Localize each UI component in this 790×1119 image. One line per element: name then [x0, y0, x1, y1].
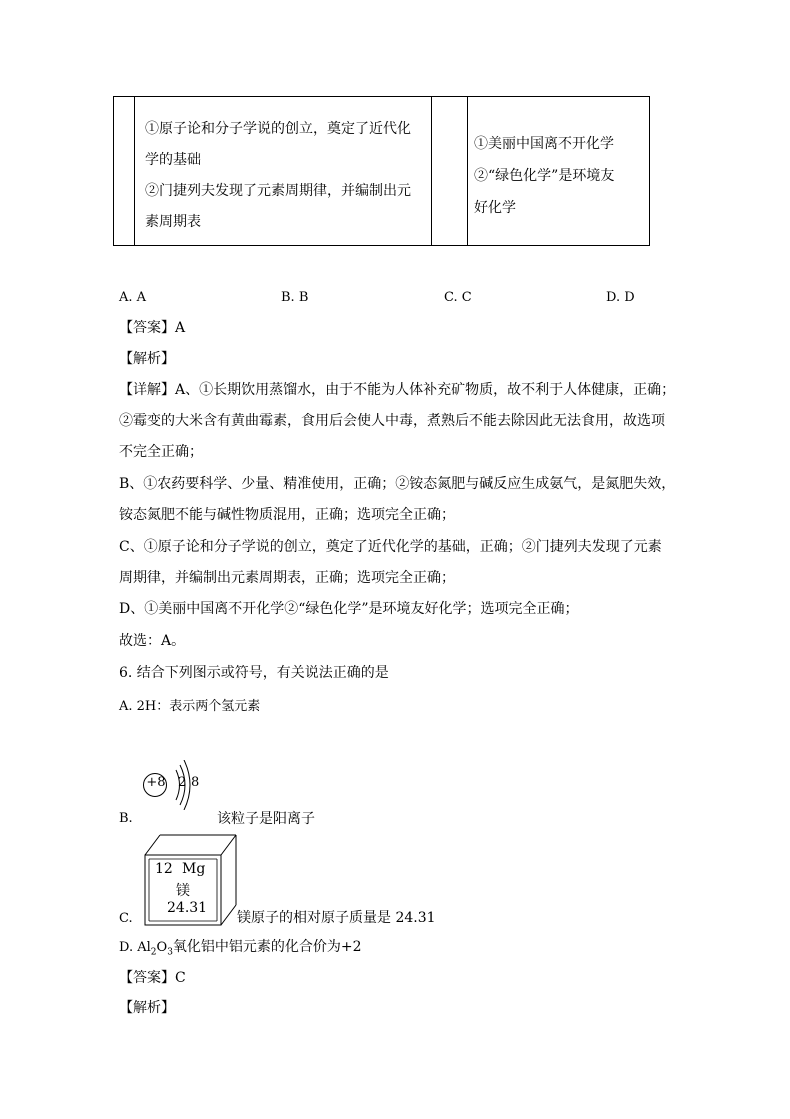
question-6-stem: 6. 结合下列图示或符号，有关说法正确的是 — [119, 665, 389, 681]
formula-mid: O — [156, 940, 168, 955]
cell-line: 学的基础 — [145, 152, 201, 168]
atomic-mass: 24.31 — [167, 900, 208, 916]
question-6-option-b-text: 该粒子是阳离子 — [217, 811, 315, 827]
cell-line: ①美丽中国离不开化学 — [474, 136, 614, 152]
shell-electrons-2: 8 — [191, 775, 200, 790]
option-d: D. D — [606, 290, 635, 305]
shell-electrons-1: 2 — [178, 775, 187, 790]
formula-subscript: 3 — [167, 947, 173, 958]
analysis-label: 【解析】 — [119, 351, 175, 367]
option-b: B. B — [281, 290, 309, 305]
option-d-text: 氧化铝中铝元素的化合价为+2 — [172, 939, 362, 955]
question-6-option-a: A. 2H：表示两个氢元素 — [119, 699, 261, 714]
table-divider — [134, 97, 135, 245]
formula-prefix: D. Al — [119, 940, 151, 955]
cell-line: ①原子论和分子学说的创立，奠定了近代化 — [145, 121, 411, 137]
analysis-label: 【解析】 — [119, 1000, 175, 1016]
nucleus-charge: +8 — [146, 775, 166, 790]
explain-line: 铵态氮肥不能与碱性物质混用，正确；选项完全正确； — [119, 507, 455, 523]
explain-line: C、①原子论和分子学说的创立，奠定了近代化学的基础，正确；②门捷列夫发现了元素 — [119, 539, 662, 555]
explain-line: D、①美丽中国离不开化学②“绿色化学”是环境友好化学；选项完全正确； — [119, 601, 579, 617]
explain-line: 周期律，并编制出元素周期表，正确；选项完全正确； — [119, 570, 455, 586]
question-6-option-c-text: 镁原子的相对原子质量是 24.31 — [237, 910, 436, 926]
comparison-table — [113, 96, 650, 246]
element-name: 镁 — [176, 883, 190, 899]
explain-line: 故选：A。 — [119, 633, 186, 649]
question-6-option-c-label: C. — [119, 911, 133, 926]
formula-subscript: 2 — [150, 947, 157, 958]
question-6-option-b-label: B. — [119, 811, 133, 826]
explain-line: 不完全正确； — [119, 444, 203, 460]
explain-line: 【详解】A、①长期饮用蒸馏水，由于不能为人体补充矿物质，故不利于人体健康，正确； — [119, 382, 676, 398]
explain-line: ②霉变的大米含有黄曲霉素，食用后会使人中毒，煮熟后不能去除因此无法食用，故选项 — [119, 413, 665, 429]
table-divider — [431, 97, 432, 245]
explain-line: B、①农药要科学、少量、精准使用，正确；②铵态氮肥与碱反应生成氨气，是氮肥失效， — [119, 476, 676, 492]
answer-label: 【答案】A — [119, 320, 186, 336]
cell-line: ②“绿色化学”是环境友 — [474, 168, 615, 184]
cell-line: ②门捷列夫发现了元素周期律，并编制出元 — [145, 183, 411, 199]
atomic-number: 12 — [155, 861, 173, 877]
question-6-option-d — [119, 937, 362, 963]
answer-label: 【答案】C — [119, 970, 186, 986]
cell-line: 好化学 — [474, 200, 516, 216]
element-symbol: Mg — [182, 861, 206, 877]
option-a: A. A — [119, 290, 147, 305]
table-divider — [467, 97, 468, 245]
option-c: C. C — [444, 290, 472, 305]
cell-line: 素周期表 — [145, 214, 201, 230]
